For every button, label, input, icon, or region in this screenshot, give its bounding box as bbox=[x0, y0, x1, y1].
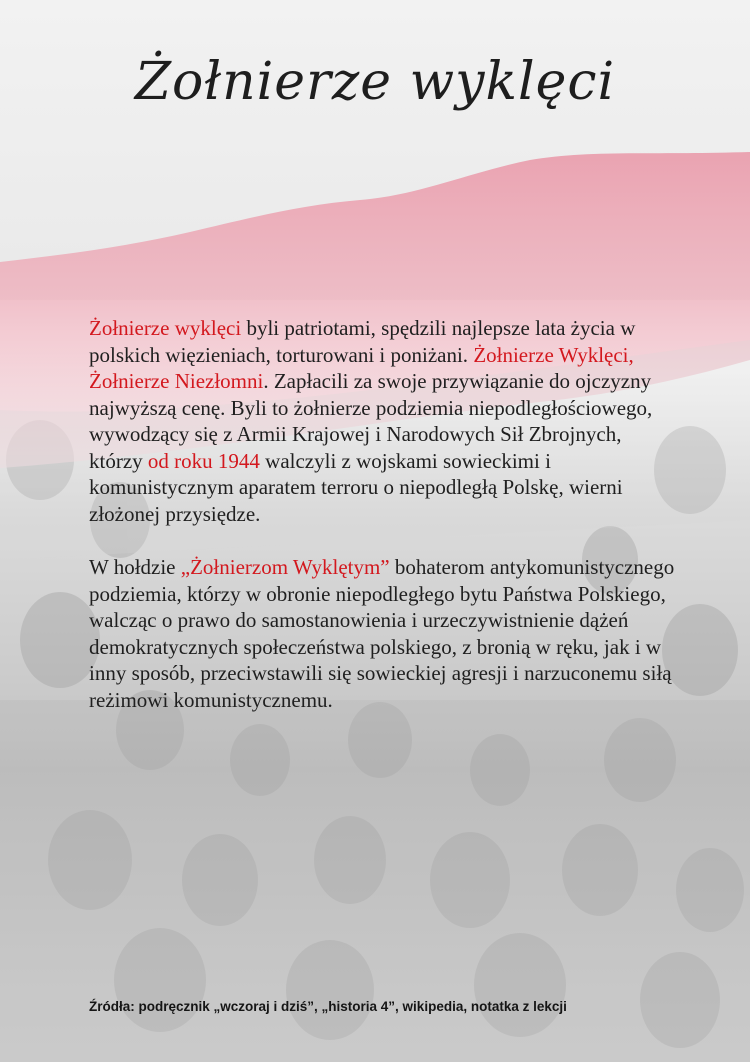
main-text bbox=[89, 315, 679, 713]
body-text: W hołdzie bbox=[89, 555, 181, 579]
paragraph-1 bbox=[89, 315, 679, 527]
body-text: walczyli z wojskami sowieckimi i komunistycznym aparatem terroru o niepodległą Polskę, wierni złożonej przysiędze. bbox=[89, 448, 623, 526]
page-title: Żołnierze wyklęci bbox=[134, 52, 616, 112]
body-text: byli patriotami, spędzili najlepsze lata życia w polskich więzieniach, torturowani i poniżani. bbox=[89, 316, 636, 367]
highlight-text: Żołnierze wyklęci bbox=[89, 316, 242, 340]
sources-footer: Źródła: podręcznik „wczoraj i dziś”, „historia 4”, wikipedia, notatka z lekcji bbox=[89, 999, 567, 1014]
highlight-text: od roku 1944 bbox=[147, 448, 260, 473]
body-text: bohaterom antykomunistycznego podziemia, którzy w obronie niepodległego bytu Państwa Polskiego, walcząc o prawo do samostanowienia i urzeczywistnienie dążeń demokratycznych społeczeństwa polskiego, z bronią w ręku, jak i w inny sposób, przeciwstawili się sowieckiej agresji i narzuconemu siłą reżimowi komunistycznemu. bbox=[89, 555, 675, 712]
body-text: . Zapłacili za swoje przywiązanie do ojczyzny najwyższą cenę. Byli to żołnierze podziemia niepodległościowego, wywodzący się z Armii Krajowej i Narodowych Sił Zbrojnych, którzy bbox=[89, 369, 653, 473]
paragraph-2 bbox=[89, 554, 679, 713]
highlight-text: „Żołnierzom Wyklętym” bbox=[180, 555, 390, 579]
highlight-text: Żołnierze Wyklęci, Żołnierze Niezłomni bbox=[89, 342, 634, 393]
